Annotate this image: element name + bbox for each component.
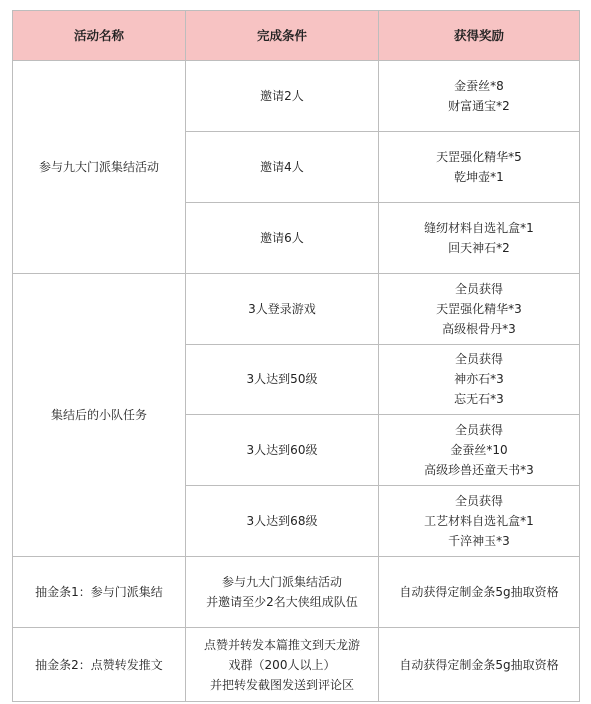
condition-text: 并邀请至少2名大侠组成队伍 xyxy=(206,595,358,610)
condition-cell xyxy=(186,61,379,132)
condition-text: 戏群（200人以上） xyxy=(228,657,336,672)
reward-text: 天罡强化精华*3 xyxy=(436,301,522,316)
reward-text: 天罡强化精华*5 xyxy=(436,149,522,164)
reward-text: 忘无石*3 xyxy=(454,392,504,407)
activity-name-cell xyxy=(13,61,186,274)
condition-text: 邀请6人 xyxy=(260,230,304,245)
header-reward: 获得奖励 xyxy=(379,11,580,61)
header-condition: 完成条件 xyxy=(186,11,379,61)
activity-name-cell xyxy=(13,273,186,557)
reward-cell xyxy=(379,202,580,273)
reward-text: 财富通宝*2 xyxy=(448,98,510,113)
reward-cell xyxy=(379,273,580,344)
reward-text: 神亦石*3 xyxy=(454,372,504,387)
condition-text: 3人达到60级 xyxy=(246,443,318,458)
activity-name-cell xyxy=(13,628,186,702)
condition-cell xyxy=(186,628,379,702)
activity-name: 抽金条1：参与门派集结 xyxy=(35,585,163,600)
condition-text: 邀请4人 xyxy=(260,159,304,174)
reward-text: 回天神石*2 xyxy=(448,240,510,255)
reward-text: 千淬神玉*3 xyxy=(448,534,510,549)
header-row xyxy=(13,11,580,61)
condition-cell xyxy=(186,131,379,202)
reward-text: 高级根骨丹*3 xyxy=(442,321,516,336)
reward-text: 全员获得 xyxy=(454,281,503,296)
condition-text: 参与九大门派集结活动 xyxy=(221,575,342,590)
condition-cell xyxy=(186,202,379,273)
reward-text: 工艺材料自选礼盒*1 xyxy=(424,514,534,529)
condition-cell xyxy=(186,557,379,628)
reward-cell xyxy=(379,415,580,486)
reward-text: 高级珍兽还童天书*3 xyxy=(424,463,534,478)
reward-text: 金蚕丝*8 xyxy=(454,78,504,93)
reward-cell xyxy=(379,628,580,702)
condition-cell xyxy=(186,273,379,344)
table-body xyxy=(13,61,580,702)
condition-text: 3人登录游戏 xyxy=(248,301,316,316)
condition-cell xyxy=(186,415,379,486)
reward-cell xyxy=(379,344,580,415)
reward-cell xyxy=(379,131,580,202)
condition-text: 3人达到68级 xyxy=(246,514,318,529)
condition-cell xyxy=(186,344,379,415)
reward-text: 乾坤壶*1 xyxy=(454,169,504,184)
activity-name: 参与九大门派集结活动 xyxy=(38,159,159,174)
condition-text: 3人达到50级 xyxy=(246,372,318,387)
activity-name-cell xyxy=(13,557,186,628)
condition-text: 并把转发截图发送到评论区 xyxy=(209,677,354,692)
condition-cell xyxy=(186,486,379,557)
reward-cell xyxy=(379,557,580,628)
activity-name: 集结后的小队任务 xyxy=(50,407,147,422)
table-row xyxy=(13,61,580,132)
reward-text: 自动获得定制金条5g抽取资格 xyxy=(399,585,559,600)
reward-text: 自动获得定制金条5g抽取资格 xyxy=(399,657,559,672)
reward-text: 金蚕丝*10 xyxy=(450,443,508,458)
header-activity-name: 活动名称 xyxy=(13,11,186,61)
reward-text: 全员获得 xyxy=(454,423,503,438)
reward-text: 缝纫材料自选礼盒*1 xyxy=(424,220,534,235)
reward-cell xyxy=(379,486,580,557)
condition-text: 点赞并转发本篇推文到天龙游 xyxy=(203,637,360,652)
table-row xyxy=(13,273,580,344)
rewards-table xyxy=(12,10,580,702)
reward-text: 全员获得 xyxy=(454,352,503,367)
reward-text: 全员获得 xyxy=(454,494,503,509)
condition-text: 邀请2人 xyxy=(260,88,304,103)
table-row xyxy=(13,557,580,628)
table-row xyxy=(13,628,580,702)
reward-cell xyxy=(379,61,580,132)
activity-name: 抽金条2：点赞转发推文 xyxy=(35,657,163,672)
